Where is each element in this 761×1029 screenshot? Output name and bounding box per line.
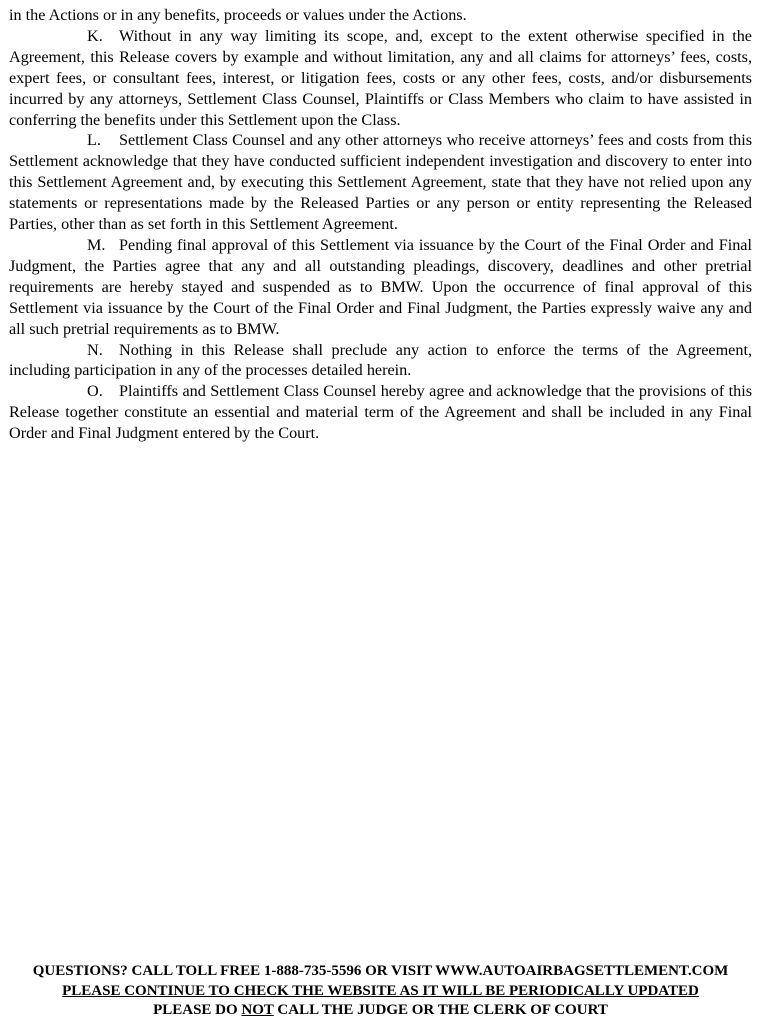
- paragraph-o: [9, 381, 752, 444]
- paragraph-text: Pending final approval of this Settlement via issuance by the Court of the Final Order and Final Judgment, the Parties agree that any and all outstanding pleadings, discovery, deadlines and other pretrial requirements are hereby stayed and suspended as to BMW. Upon the occurrence of final approval of this Settlement via issuance by the Court of the Final Order and Final Judgment, the Parties expressly waive any and all such pretrial requirements as to BMW.: [9, 235, 752, 338]
- paragraph-letter: L.: [87, 131, 101, 150]
- paragraph-text: Without in any way limiting its scope, and, except to the extent otherwise specified in the Agreement, this Release covers by example and without limitation, any and all claims for attorneys’ fees, costs, expert fees, or consultant fees, interest, or litigation fees, costs or any other fees, costs, and/or disbursements incurred by any attorneys, Settlement Class Counsel, Plaintiffs or Class Members who claim to have assisted in conferring the benefits under this Settlement upon the Class.: [9, 26, 752, 129]
- footer-questions-line: QUESTIONS? CALL TOLL FREE 1-888-735-5596 OR VISIT WWW.AUTOAIRBAGSETTLEMENT.COM: [32, 963, 729, 979]
- paragraph-k: [9, 26, 752, 131]
- paragraph-letter: K.: [87, 26, 103, 45]
- paragraph-letter: N.: [87, 340, 103, 359]
- footer-website-notice: PLEASE CONTINUE TO CHECK THE WEBSITE AS IT WILL BE PERIODICALLY UPDATED: [62, 982, 699, 999]
- paragraph-letter: O.: [87, 382, 103, 401]
- page-footer: [0, 962, 761, 1021]
- paragraph-text: Settlement Class Counsel and any other attorneys who receive attorneys’ fees and costs from this Settlement acknowledge that they have conducted sufficient independent investigation and discovery to enter into this Settlement Agreement and, by executing this Settlement Agreement, state that they have not relied upon any statements or representations made by the Released Parties or any person or entity representing the Released Parties, other than as set forth in this Settlement Agreement.: [9, 131, 752, 234]
- paragraph-n: [9, 340, 752, 382]
- footer-do-not-call-prefix: PLEASE DO: [153, 1002, 242, 1018]
- paragraph-text: in the Actions or in any benefits, proceeds or values under the Actions.: [9, 6, 467, 24]
- release-body: [9, 5, 752, 444]
- paragraph-text: Plaintiffs and Settlement Class Counsel hereby agree and acknowledge that the provisions of this Release together constitute an essential and material term of the Agreement and shall be included in any Final Order and Final Judgment entered by the Court.: [9, 382, 752, 443]
- paragraph-l: [9, 130, 752, 235]
- paragraph-m: [9, 235, 752, 340]
- footer-not-emphasis: NOT: [241, 1002, 274, 1018]
- footer-do-not-call-line: [0, 1001, 761, 1021]
- paragraph-text: Nothing in this Release shall preclude any action to enforce the terms of the Agreement, including participation in any of the processes detailed herein.: [9, 340, 752, 380]
- footer-do-not-call-suffix: CALL THE JUDGE OR THE CLERK OF COURT: [273, 1002, 608, 1018]
- paragraph-continuation: [9, 5, 752, 26]
- paragraph-letter: M.: [87, 235, 106, 254]
